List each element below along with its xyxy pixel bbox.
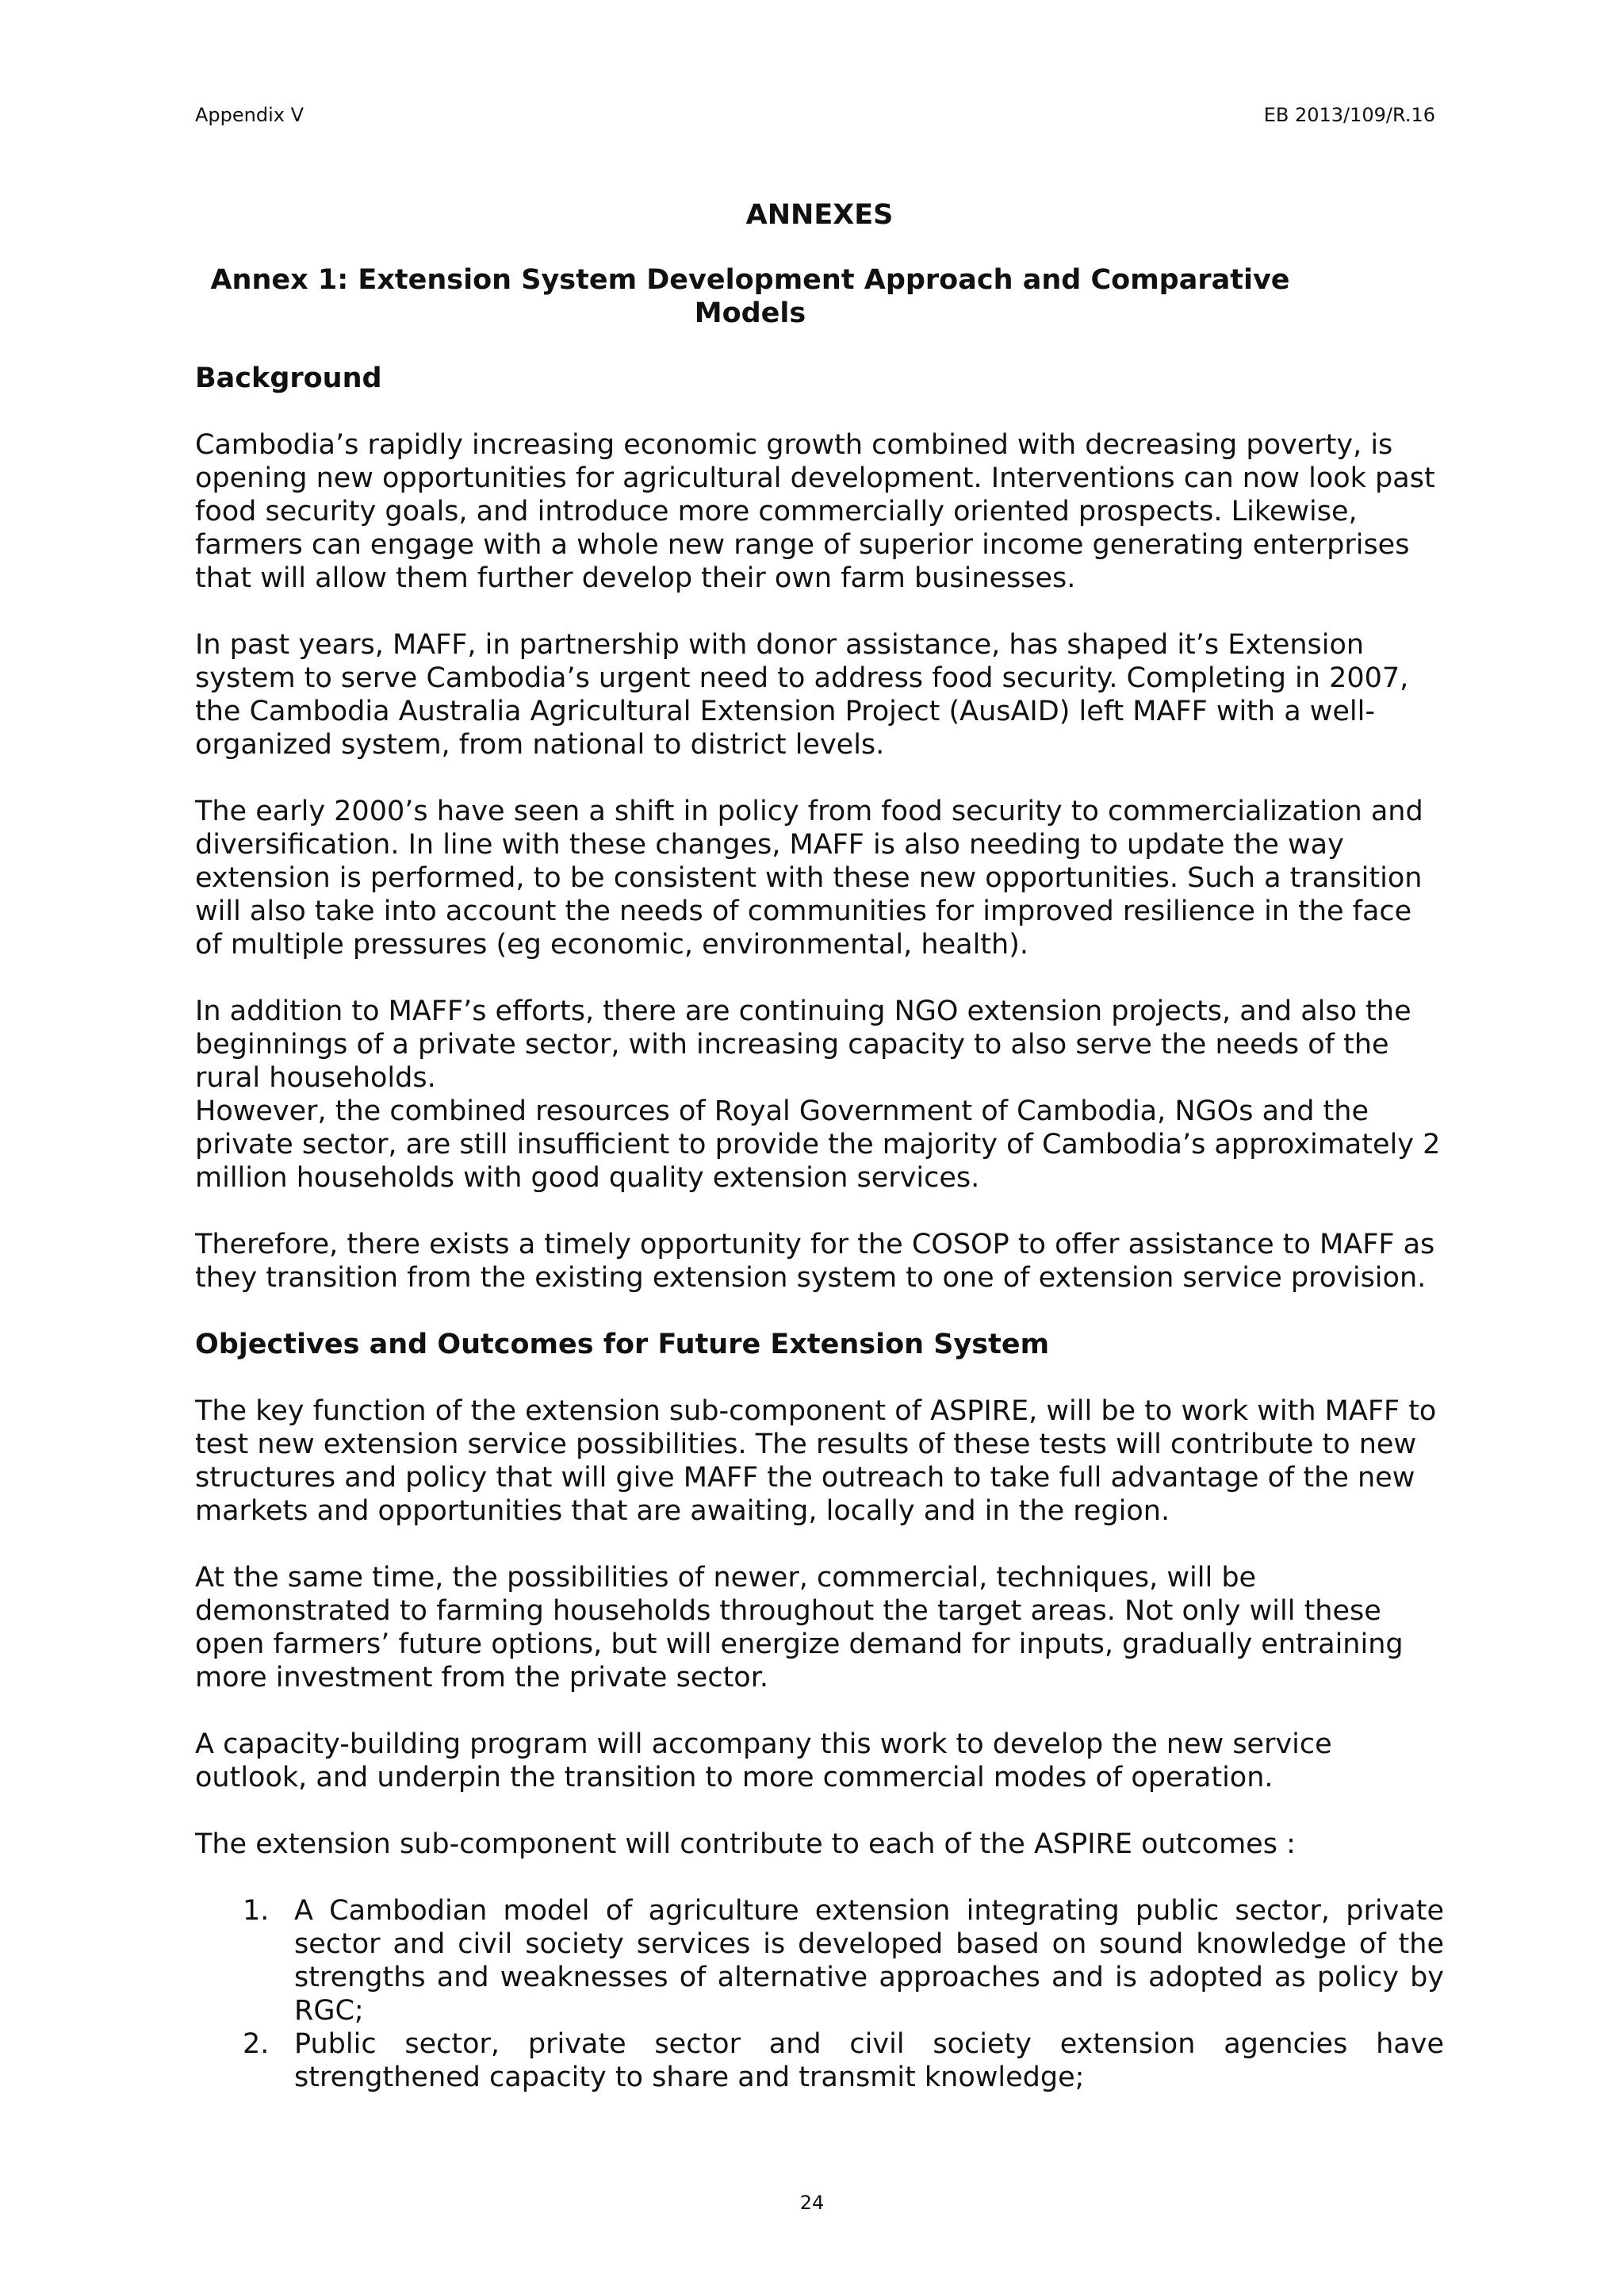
objectives-paragraph-4: The extension sub-component will contribute to each of the ASPIRE outcomes :	[195, 1828, 1296, 1860]
background-paragraph-1: Cambodia’s rapidly increasing economic growth combined with decreasing poverty, is opening new opportunities for agricultural development. Interventions can now look past food security goals, and introduce more commercially oriented prospects. Likewise, farmers can engage with a whole new range of superior income generating enterprises that will allow them further develop their own farm businesses.	[195, 429, 1435, 594]
page-body	[195, 198, 1444, 2094]
list-item-number: 1.	[243, 1895, 270, 1927]
list-item	[195, 1894, 1444, 2027]
background-paragraph-3: The early 2000’s have seen a shift in policy from food security to commercialization and diversification. In line with these changes, MAFF is also needing to update the way extension is performed, to be consistent with these new opportunities. Such a transition will also take into account the needs of communities for improved resilience in the face of multiple pressures (eg economic, environmental, health).	[195, 796, 1423, 961]
background-paragraph-6: Therefore, there exists a timely opportunity for the COSOP to offer assistance to MAFF as they transition from the existing extension system to one of extension service provision.	[195, 1229, 1435, 1294]
list-item-text: A Cambodian model of agriculture extension integrating public sector, private sector and civil society services is developed based on sound knowledge of the strengths and weaknesses of alternative approaches and is adopted as policy by RGC;	[294, 1895, 1444, 2027]
objectives-heading: Objectives and Outcomes for Future Extension System	[195, 1329, 1050, 1360]
objectives-paragraph-1: The key function of the extension sub-component of ASPIRE, will be to work with MAFF to test new extension service possibilities. The results of these tests will contribute to new structures and policy that will give MAFF the outreach to take full advantage of the new markets and opportunities that are awaiting, locally and in the region.	[195, 1395, 1437, 1527]
background-heading: Background	[195, 362, 382, 394]
page-number: 24	[799, 2192, 825, 2214]
page-title: ANNEXES	[745, 199, 894, 231]
outcomes-list	[195, 1894, 1444, 2094]
list-item-text: Public sector, private sector and civil society extension agencies have strengthened capacity to share and transmit knowledge;	[294, 2028, 1444, 2093]
header-left: Appendix V	[195, 104, 304, 126]
background-paragraph-2: In past years, MAFF, in partnership with donor assistance, has shaped it’s Extension system to serve Cambodia’s urgent need to address food security. Completing in 2007, the Cambodia Australia Agricultural Extension Project (AusAID) left MAFF with a well-organized system, from national to district levels.	[195, 629, 1409, 761]
header-right: EB 2013/109/R.16	[1263, 104, 1435, 126]
background-paragraph-5: However, the combined resources of Royal Government of Cambodia, NGOs and the private sector, are still insufficient to provide the majority of Cambodia’s approximately 2 million households with good quality extension services.	[195, 1095, 1441, 1194]
annex-title: Annex 1: Extension System Development Approach and Comparative Models	[210, 264, 1290, 329]
objectives-paragraph-3: A capacity-building program will accompany this work to develop the new service outlook, and underpin the transition to more commercial modes of operation.	[195, 1728, 1332, 1793]
list-item-number: 2.	[243, 2028, 270, 2060]
background-paragraph-4: In addition to MAFF’s efforts, there are continuing NGO extension projects, and also the beginnings of a private sector, with increasing capacity to also serve the needs of the rural households.	[195, 995, 1411, 1094]
objectives-paragraph-2: At the same time, the possibilities of newer, commercial, techniques, will be demonstrated to farming households throughout the target areas. Not only will these open farmers’ future options, but will energize demand for inputs, gradually entraining more investment from the private sector.	[195, 1562, 1404, 1694]
list-item	[195, 2027, 1444, 2094]
